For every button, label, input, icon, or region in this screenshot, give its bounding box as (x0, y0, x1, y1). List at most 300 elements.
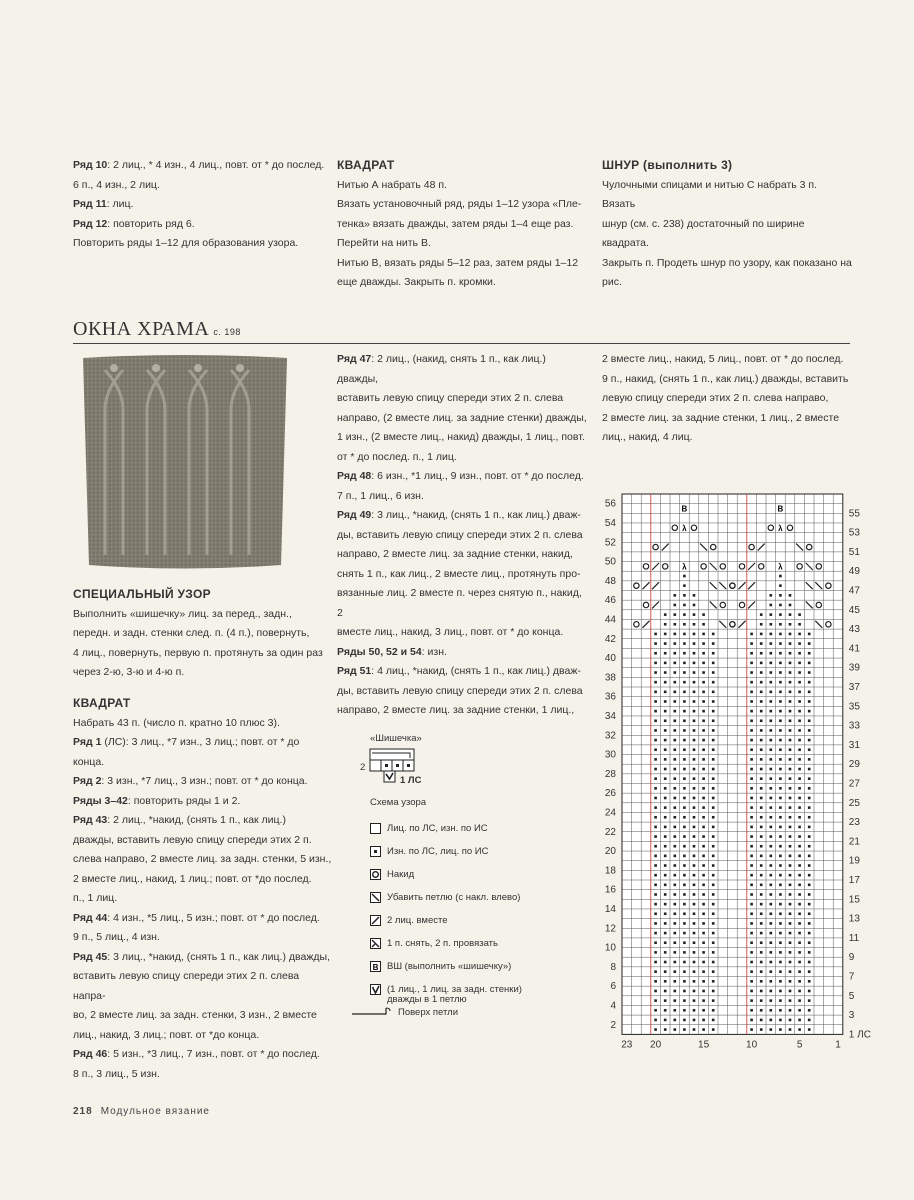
purl-dot (693, 719, 696, 722)
purl-dot (779, 816, 782, 819)
text-line (73, 831, 333, 851)
purl-dot (664, 951, 667, 954)
purl-dot (789, 613, 792, 616)
purl-dot (789, 681, 792, 684)
purl-dot (683, 594, 686, 597)
purl-dot (654, 999, 657, 1002)
purl-dot (674, 700, 677, 703)
purl-dot (808, 691, 811, 694)
purl-dot (750, 884, 753, 887)
purl-dot (712, 748, 715, 751)
row-label: Ряды 3–42 (73, 794, 128, 807)
purl-dot (760, 1019, 763, 1022)
text-line: Перейти на нить В. (337, 237, 431, 249)
purl-dot (664, 758, 667, 761)
purl-dot (808, 855, 811, 858)
purl-dot (654, 980, 657, 983)
scheme-title: Схема узора (370, 797, 427, 808)
row-label-left: 18 (604, 865, 616, 877)
purl-dot (702, 671, 705, 674)
row-text: от * до послед. п., 1 лиц. (337, 450, 457, 463)
purl-dot (664, 893, 667, 896)
purl-dot (750, 816, 753, 819)
purl-dot (702, 748, 705, 751)
row-label: Ряд 47 (337, 353, 372, 365)
row-label-left: 6 (610, 981, 616, 993)
row-text: (ЛС): 3 лиц., *7 изн., 3 лиц.; повт. от * до конца. (73, 736, 300, 768)
text-line: Нитью В, вязать ряды 5–12 раз, затем ряды 1–12 (337, 256, 579, 269)
purl-dot (760, 806, 763, 809)
purl-dot (702, 787, 705, 790)
purl-dot (798, 970, 801, 973)
purl-dot (693, 932, 696, 935)
purl-dot (789, 961, 792, 964)
purl-dot (789, 604, 792, 607)
purl-dot (693, 816, 696, 819)
text-line (337, 623, 587, 643)
purl-dot (808, 835, 811, 838)
legend-item (370, 890, 520, 904)
row-label-left: 28 (604, 768, 616, 780)
purl-dot (674, 777, 677, 780)
purl-dot (770, 903, 773, 906)
purl-dot (693, 604, 696, 607)
text-line (73, 1026, 333, 1046)
purl-dot (664, 826, 667, 829)
purl-dot (702, 999, 705, 1002)
purl-dot (683, 768, 686, 771)
purl-dot (693, 980, 696, 983)
purl-dot (779, 623, 782, 626)
purl-dot (770, 594, 773, 597)
purl-dot (808, 893, 811, 896)
purl-dot (798, 855, 801, 858)
purl-dot (702, 874, 705, 877)
purl-dot (683, 970, 686, 973)
row-label-right: 3 (848, 1010, 855, 1022)
purl-dot (779, 787, 782, 790)
row-label: Ряды 50, 52 и 54 (337, 645, 422, 658)
purl-dot (654, 710, 657, 713)
bobble-side-label: 1 ЛС (400, 775, 422, 786)
purl-dot (770, 691, 773, 694)
purl-dot (779, 855, 782, 858)
purl-dot (664, 739, 667, 742)
purl-dot (654, 961, 657, 964)
text-line (73, 1045, 333, 1065)
row-text: п., 1 лиц. (73, 892, 118, 904)
purl-dot (760, 835, 763, 838)
row-label: Ряд 46 (73, 1048, 108, 1060)
purl-dot (674, 864, 677, 867)
purl-dot (664, 816, 667, 819)
purl-dot (683, 797, 686, 800)
purl-dot (674, 671, 677, 674)
row-label: Ряд 43 (73, 814, 108, 826)
row-label-left: 22 (604, 826, 616, 838)
legend-label: Лиц. по ЛС, изн. по ИС (387, 822, 488, 834)
purl-dot (789, 932, 792, 935)
purl-dot (674, 1028, 677, 1031)
purl-dot (674, 1019, 677, 1022)
purl-dot (760, 739, 763, 742)
purl-dot (683, 990, 686, 993)
purl-dot (760, 758, 763, 761)
purl-dot (702, 903, 705, 906)
purl-dot (779, 874, 782, 877)
row-label-right: 21 (848, 836, 860, 848)
text-line (337, 487, 587, 507)
purl-dot (664, 1028, 667, 1031)
purl-dot (664, 768, 667, 771)
text-line: рис. (602, 276, 622, 288)
purl-dot (702, 1009, 705, 1012)
purl-dot (750, 652, 753, 655)
purl-dot (808, 961, 811, 964)
purl-dot (702, 681, 705, 684)
purl-dot (770, 604, 773, 607)
legend-label: Изн. по ЛС, лиц. по ИС (387, 845, 489, 857)
purl-dot (683, 980, 686, 983)
purl-dot (760, 642, 763, 645)
purl-dot (770, 787, 773, 790)
purl-dot (779, 700, 782, 703)
purl-dot (654, 912, 657, 915)
purl-dot (808, 777, 811, 780)
legend-label: Поверх петли (398, 1006, 459, 1018)
text-line (73, 811, 333, 831)
purl-dot (664, 912, 667, 915)
text-line (73, 928, 333, 948)
purl-dot (789, 835, 792, 838)
purl-dot (683, 951, 686, 954)
purl-dot (789, 652, 792, 655)
purl-dot (779, 999, 782, 1002)
purl-dot (808, 980, 811, 983)
purl-dot (654, 748, 657, 751)
legend-label: Убавить петлю (с накл. влево) (387, 891, 521, 903)
purl-dot (770, 980, 773, 983)
purl-dot (654, 691, 657, 694)
purl-dot (760, 1028, 763, 1031)
row-label-left: 12 (604, 923, 616, 935)
purl-dot (654, 787, 657, 790)
purl-dot (808, 652, 811, 655)
purl-dot (664, 970, 667, 973)
purl-dot (674, 806, 677, 809)
bobble-title: «Шишечка» (370, 733, 422, 744)
purl-dot (750, 739, 753, 742)
purl-dot (702, 884, 705, 887)
purl-dot (779, 1028, 782, 1031)
chart-symbol: λ (778, 523, 783, 533)
purl-dot (674, 903, 677, 906)
purl-dot (712, 999, 715, 1002)
purl-dot (798, 903, 801, 906)
purl-dot (779, 864, 782, 867)
purl-dot (693, 633, 696, 636)
purl-dot (664, 797, 667, 800)
purl-dot (693, 874, 696, 877)
row-label-right: 29 (848, 759, 860, 771)
purl-dot (750, 671, 753, 674)
purl-dot (770, 662, 773, 665)
purl-dot (750, 980, 753, 983)
purl-dot (683, 662, 686, 665)
purl-dot (664, 932, 667, 935)
purl-dot (808, 826, 811, 829)
purl-dot (683, 806, 686, 809)
purl-dot (750, 903, 753, 906)
purl-dot (750, 932, 753, 935)
purl-dot (693, 845, 696, 848)
purl-dot (712, 932, 715, 935)
purl-dot (779, 594, 782, 597)
purl-dot (654, 932, 657, 935)
purl-dot (789, 912, 792, 915)
purl-dot (693, 710, 696, 713)
purl-dot (750, 768, 753, 771)
purl-dot (712, 1019, 715, 1022)
purl-dot (798, 826, 801, 829)
purl-dot (683, 941, 686, 944)
purl-dot (779, 990, 782, 993)
purl-dot (750, 999, 753, 1002)
purl-dot (750, 797, 753, 800)
row-label-right: 7 (848, 971, 855, 983)
purl-dot (674, 662, 677, 665)
purl-dot (779, 710, 782, 713)
purl-dot (760, 816, 763, 819)
text-line: Вязать установочный ряд, ряды 1–12 узора «Пле- (337, 198, 582, 210)
section-title: ОКНА ХРАМА с. 198 (73, 318, 241, 340)
text-line (73, 733, 333, 772)
purl-dot (808, 912, 811, 915)
purl-dot (712, 768, 715, 771)
purl-dot (664, 642, 667, 645)
purl-dot (654, 652, 657, 655)
purl-dot (760, 826, 763, 829)
purl-dot (712, 941, 715, 944)
purl-dot (702, 633, 705, 636)
row-label-left: 10 (604, 942, 616, 954)
row-label-right: 5 (848, 990, 855, 1002)
purl-dot (654, 970, 657, 973)
purl-dot (683, 864, 686, 867)
purl-dot (789, 999, 792, 1002)
purl-dot (770, 912, 773, 915)
row-text: 6 п., 4 изн., 2 лиц. (73, 178, 160, 191)
purl-dot (779, 941, 782, 944)
purl-dot (808, 633, 811, 636)
purl-dot (808, 671, 811, 674)
purl-dot (779, 758, 782, 761)
purl-dot (683, 584, 686, 587)
purl-dot (693, 999, 696, 1002)
row-label: Ряд 1 (73, 736, 102, 748)
purl-dot (674, 633, 677, 636)
purl-dot (750, 642, 753, 645)
purl-dot (693, 835, 696, 838)
purl-dot (808, 816, 811, 819)
purl-dot (779, 912, 782, 915)
purl-dot (808, 884, 811, 887)
row-text: : 2 лиц., *накид, (снять 1 п., как лиц.) (107, 814, 286, 826)
purl-dot (712, 951, 715, 954)
purl-dot (654, 855, 657, 858)
legend-label: 1 п. снять, 2 п. провязать (387, 937, 498, 949)
purl-dot (808, 768, 811, 771)
purl-dot (693, 623, 696, 626)
purl-dot (693, 912, 696, 915)
purl-dot (789, 642, 792, 645)
purl-dot (760, 922, 763, 925)
purl-dot (770, 970, 773, 973)
purl-dot (779, 1009, 782, 1012)
purl-dot (760, 912, 763, 915)
purl-dot (712, 700, 715, 703)
text-line: шнур (см. с. 238) достаточный по ширине квадрата. (602, 217, 805, 249)
purl-dot (798, 932, 801, 935)
row-label: Ряд 11 (73, 198, 107, 210)
cord-heading: ШНУР (выполнить 3) (602, 158, 733, 172)
purl-dot (693, 671, 696, 674)
purl-dot (750, 700, 753, 703)
purl-dot (808, 642, 811, 645)
row-label-right: 53 (848, 527, 860, 539)
purl-dot (750, 826, 753, 829)
purl-dot (798, 951, 801, 954)
purl-dot (750, 970, 753, 973)
purl-dot (779, 691, 782, 694)
purl-dot (712, 835, 715, 838)
row-label: Ряд 51 (337, 665, 372, 677)
purl-dot (702, 623, 705, 626)
purl-dot (712, 1028, 715, 1031)
purl-dot (750, 806, 753, 809)
chart-symbol: λ (682, 523, 687, 533)
purl-dot (674, 970, 677, 973)
purl-dot (798, 797, 801, 800)
purl-dot (674, 835, 677, 838)
purl-dot (770, 768, 773, 771)
purl-dot (789, 874, 792, 877)
purl-dot (798, 1028, 801, 1031)
purl-dot (654, 633, 657, 636)
purl-dot (750, 777, 753, 780)
purl-dot (654, 941, 657, 944)
purl-dot (770, 855, 773, 858)
purl-dot (674, 845, 677, 848)
row-label-left: 46 (604, 595, 616, 607)
purl-dot (654, 806, 657, 809)
row-label: Ряд 12 (73, 217, 108, 230)
purl-dot (770, 758, 773, 761)
row-label-left: 4 (610, 1000, 616, 1012)
row-text: : 6 изн., *1 лиц., 9 изн., повт. от * до послед. (371, 470, 584, 482)
purl-dot (674, 758, 677, 761)
column-label: 10 (746, 1039, 758, 1051)
purl-dot (712, 681, 715, 684)
row-text: Набрать 43 п. (число п. кратно 10 плюс 3). (73, 716, 280, 729)
knitting-chart (596, 488, 871, 1058)
purl-dot (779, 575, 782, 578)
purl-dot (674, 884, 677, 887)
purl-dot (664, 874, 667, 877)
purl-dot (693, 797, 696, 800)
purl-dot (683, 729, 686, 732)
row-label-left: 16 (604, 884, 616, 896)
purl-dot (789, 739, 792, 742)
text-line (73, 215, 333, 235)
purl-dot (693, 990, 696, 993)
row-label-left: 32 (604, 730, 616, 742)
legend-item (370, 959, 511, 973)
B-symbol-icon (370, 961, 381, 972)
purl-dot (664, 633, 667, 636)
purl-dot (683, 845, 686, 848)
purl-dot (798, 739, 801, 742)
purl-dot (760, 941, 763, 944)
square2-heading: КВАДРАТ (73, 696, 131, 710)
purl-dot (798, 613, 801, 616)
purl-dot (789, 941, 792, 944)
text-line (337, 545, 587, 565)
row-text: 7 п., 1 лиц., 6 изн. (337, 489, 424, 502)
v-symbol-icon (370, 984, 381, 995)
purl-dot (702, 941, 705, 944)
purl-dot (712, 739, 715, 742)
text-line (337, 428, 587, 448)
purl-dot (770, 826, 773, 829)
purl-dot (770, 1028, 773, 1031)
purl-dot (789, 970, 792, 973)
purl-dot (789, 816, 792, 819)
purl-dot (798, 748, 801, 751)
purl-dot (789, 719, 792, 722)
purl-dot (693, 739, 696, 742)
purl-dot (760, 980, 763, 983)
row-label-left: 40 (604, 653, 616, 665)
purl-dot (712, 816, 715, 819)
row-label-left: 56 (604, 498, 616, 510)
row-label-left: 30 (604, 749, 616, 761)
purl-dot (779, 584, 782, 587)
purl-dot (683, 700, 686, 703)
row-text: лиц., накид, 3 лиц.; повт. от *до конца. (73, 1028, 260, 1041)
text-line (73, 792, 333, 812)
purl-dot (779, 671, 782, 674)
row-text: : 2 лиц., (накид, снять 1 п., как лиц.) дважды, (337, 353, 546, 385)
purl-dot (702, 951, 705, 954)
text-line: лиц., накид, 4 лиц. (602, 431, 693, 443)
purl-dot (712, 710, 715, 713)
purl-dot (683, 758, 686, 761)
text-line: 2 вместе лиц., накид, 5 лиц., повт. от * до послед. (602, 353, 844, 365)
purl-dot (664, 835, 667, 838)
text-line (73, 714, 333, 734)
text-line: передн. и задн. стенки след. п. (4 п.), повернуть, (73, 627, 310, 639)
purl-dot (808, 806, 811, 809)
purl-dot (702, 797, 705, 800)
purl-dot (808, 729, 811, 732)
purl-dot (789, 884, 792, 887)
text-line (337, 350, 587, 389)
purl-dot (702, 719, 705, 722)
purl-dot (664, 700, 667, 703)
purl-dot (808, 970, 811, 973)
purl-dot (798, 990, 801, 993)
